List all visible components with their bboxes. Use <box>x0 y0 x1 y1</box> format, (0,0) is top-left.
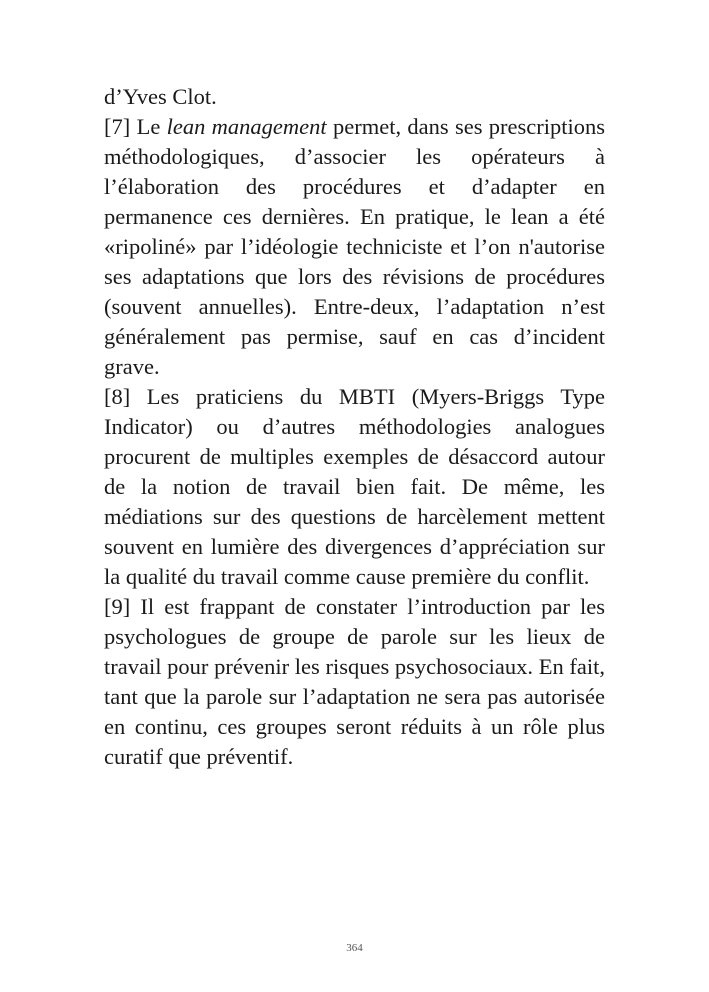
footnote-7 <box>104 112 605 382</box>
footnote-marker: [7] <box>104 114 131 139</box>
paragraph-text: d’Yves Clot. <box>104 84 217 109</box>
page-number: 364 <box>346 942 363 954</box>
footnote-marker: [9] <box>104 594 131 619</box>
footnote-8 <box>104 382 605 592</box>
footnote-text: permet, dans ses prescriptions méthodologiques, d’associer les opérateurs à l’élaboration des procédures et d’adapter en permanence ces dernières. En pratique, le lean a été «ripoliné» par l’idéologie techniciste et l’on n'autorise ses adaptations que lors des révisions de procédures (souvent annuelles). Entre-deux, l’adaptation n’est généralement pas permise, sauf en cas d’incident grave. <box>104 114 605 379</box>
footnote-text: Les praticiens du MBTI (Myers-Briggs Type Indicator) ou d’autres méthodologies analogues procurent de multiples exemples de désaccord autour de la notion de travail bien fait. De même, les médiations sur des questions de harcèlement mettent souvent en lumière des divergences d’appréciation sur la qualité du travail comme cause première du conflit. <box>104 384 605 589</box>
footnote-emphasis: lean management <box>166 114 327 139</box>
footnote-lead: Le <box>130 114 167 139</box>
footnote-text: Il est frappant de constater l’introduction par les psychologues de groupe de parole sur les lieux de travail pour prévenir les risques psychosociaux. En fait, tant que la parole sur l’adaptation ne sera pas autorisée en continu, ces groupes seront réduits à un rôle plus curatif que préventif. <box>104 594 605 769</box>
footnote-marker: [8] <box>104 384 131 409</box>
body-text <box>104 82 605 772</box>
footnote-9 <box>104 592 605 772</box>
paragraph-continuation <box>104 82 605 112</box>
